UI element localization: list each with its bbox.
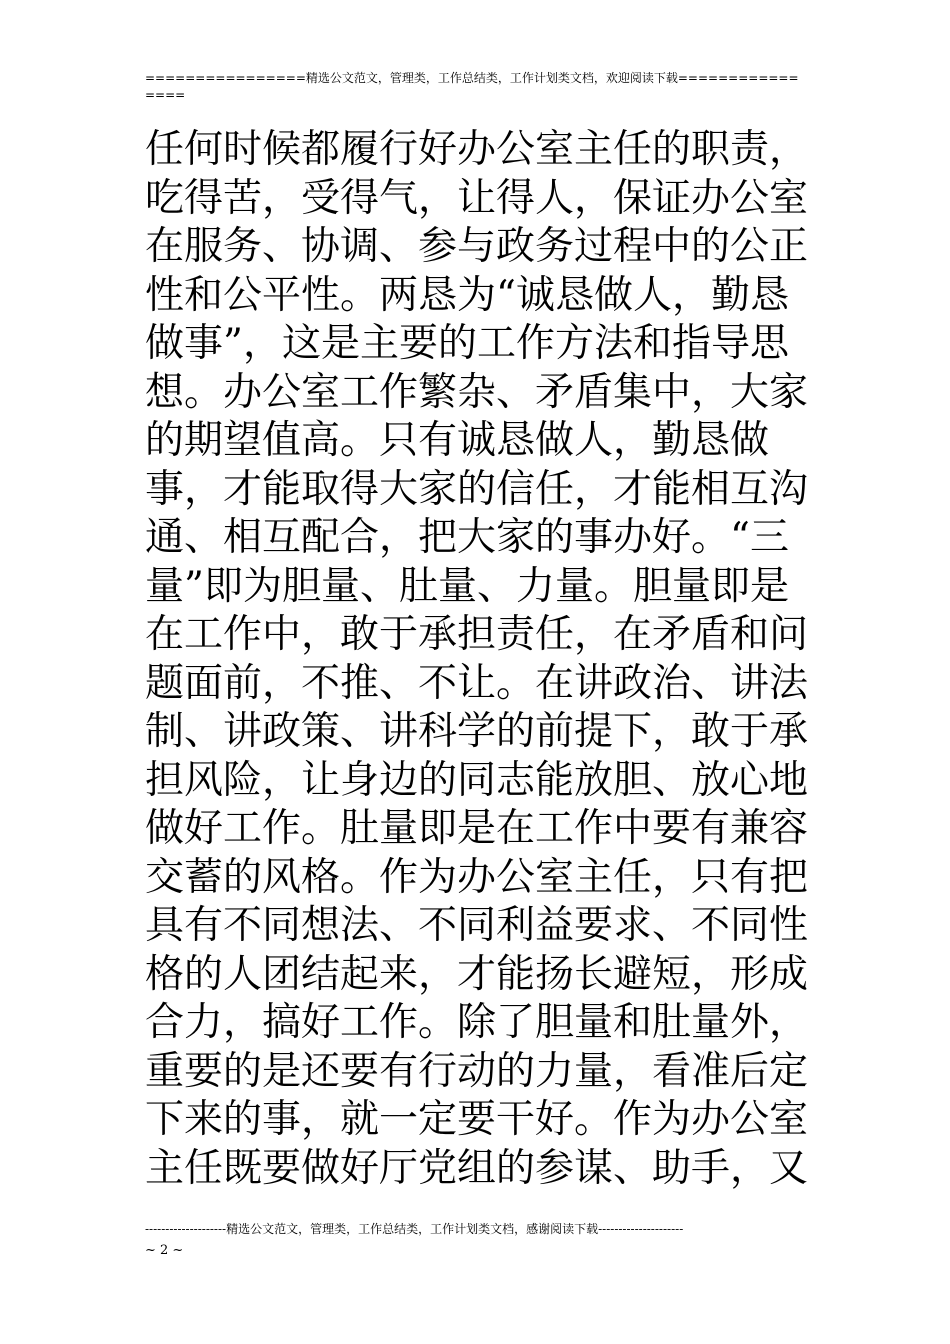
page-number: ~ 2 ~ (145, 1243, 184, 1258)
text-line: 主任既要做好厅党组的参谋、助手，又 (145, 1145, 809, 1191)
text-line: 重要的是还要有行动的力量，看准后定 (145, 1048, 809, 1094)
text-line: 在服务、协调、参与政务过程中的公正 (145, 224, 809, 269)
text-line: 吃得苦，受得气，让得人，保证办公室 (145, 175, 809, 221)
text-line: 做好工作。肚量即是在工作中要有兼容 (145, 806, 809, 851)
text-line: 量”即为胆量、肚量、力量。胆量即是 (145, 563, 789, 609)
text-line: 性和公平性。两恳为“诚恳做人，勤恳 (145, 272, 789, 318)
page-footer: --------------------精选公文范文，管理类，工作总结类，工作计划类文档，感谢阅读下载--------------------- (145, 1222, 684, 1236)
text-line: 合力，搞好工作。除了胆量和肚量外， (145, 1000, 809, 1045)
page-header: ================精选公文范文，管理类，工作总结类，工作计划类文档，欢迎阅读下载================ (145, 71, 799, 102)
text-line: 担风险，让身边的同志能放胆、放心地 (145, 757, 809, 803)
text-line: 在工作中，敢于承担责任，在矛盾和问 (145, 612, 809, 657)
text-line: 事，才能取得大家的信任，才能相互沟 (145, 466, 809, 512)
body-text (145, 126, 809, 1193)
text-line: 通、相互配合，把大家的事办好。“三 (145, 515, 789, 560)
text-line: 具有不同想法、不同利益要求、不同性 (145, 903, 809, 948)
text-line: 任何时候都履行好办公室主任的职责， (145, 127, 809, 172)
text-line: 交蓄的风格。作为办公室主任，只有把 (145, 854, 809, 900)
text-line: 做事”，这是主要的工作方法和指导思 (145, 321, 789, 366)
text-line: 题面前，不推、不让。在讲政治、讲法 (145, 660, 809, 706)
text-line: 想。办公室工作繁杂、矛盾集中，大家 (145, 369, 809, 415)
text-line: 格的人团结起来，才能扬长避短，形成 (145, 951, 809, 997)
text-line: 的期望值高。只有诚恳做人，勤恳做 (145, 418, 770, 463)
text-line: 制、讲政策、讲科学的前提下，敢于承 (145, 709, 809, 754)
text-line: 下来的事，就一定要干好。作为办公室 (145, 1097, 809, 1142)
